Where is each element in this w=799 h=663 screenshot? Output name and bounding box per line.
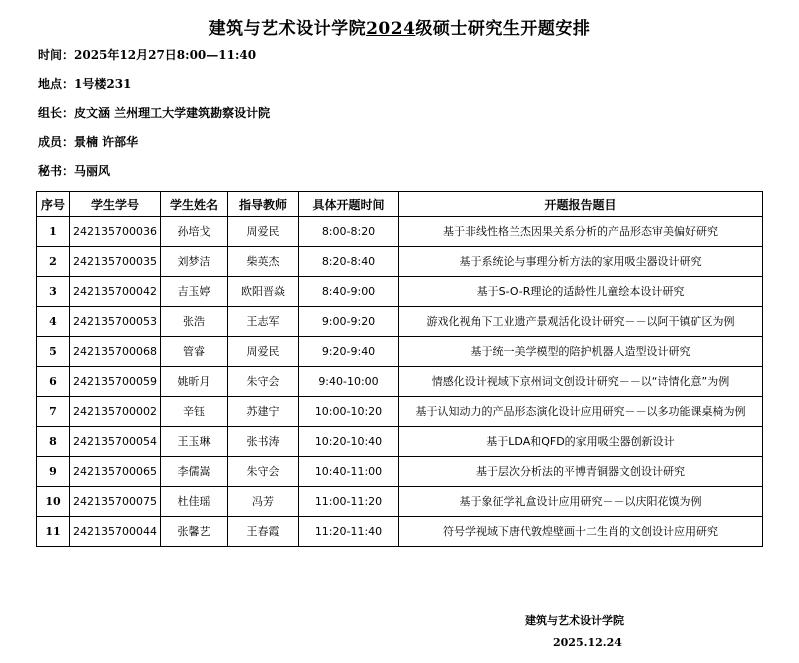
cell-time: 8:00-8:20 <box>299 217 399 247</box>
cell-student-id: 242135700059 <box>70 367 161 397</box>
header-topic: 开题报告题目 <box>399 192 763 217</box>
cell-student-name: 辛钰 <box>161 397 228 427</box>
page-title <box>0 14 799 39</box>
cell-student-id: 242135700053 <box>70 307 161 337</box>
cell-advisor: 张书涛 <box>228 427 299 457</box>
cell-seq: 5 <box>37 337 70 367</box>
title-year: 2024 <box>366 19 416 39</box>
cell-student-name: 王玉琳 <box>161 427 228 457</box>
cell-seq: 1 <box>37 217 70 247</box>
cell-topic: 基于S-O-R理论的适龄性儿童绘本设计研究 <box>399 277 763 307</box>
cell-seq: 7 <box>37 397 70 427</box>
cell-student-id: 242135700054 <box>70 427 161 457</box>
cell-seq: 11 <box>37 517 70 547</box>
info-members: 成员：景楠 许部华 <box>38 135 139 149</box>
cell-time: 9:00-9:20 <box>299 307 399 337</box>
table-row <box>37 487 763 517</box>
cell-time: 9:20-9:40 <box>299 337 399 367</box>
header-time: 具体开题时间 <box>299 192 399 217</box>
cell-student-id: 242135700002 <box>70 397 161 427</box>
cell-student-name: 管睿 <box>161 337 228 367</box>
table-row <box>37 427 763 457</box>
cell-student-name: 孙培戈 <box>161 217 228 247</box>
cell-student-id: 242135700068 <box>70 337 161 367</box>
cell-student-name: 杜佳瑶 <box>161 487 228 517</box>
title-prefix: 建筑与艺术设计学院 <box>208 19 367 39</box>
cell-student-name: 张浩 <box>161 307 228 337</box>
header-student-id: 学生学号 <box>70 192 161 217</box>
info-leader: 组长：皮文涵 兰州理工大学建筑勘察设计院 <box>38 106 271 120</box>
cell-time: 11:00-11:20 <box>299 487 399 517</box>
header-seq: 序号 <box>37 192 70 217</box>
cell-advisor: 冯芳 <box>228 487 299 517</box>
cell-time: 11:20-11:40 <box>299 517 399 547</box>
table-row <box>37 397 763 427</box>
cell-time: 8:20-8:40 <box>299 247 399 277</box>
cell-advisor: 周爱民 <box>228 217 299 247</box>
cell-topic: 基于层次分析法的平博青铜器文创设计研究 <box>399 457 763 487</box>
cell-time: 9:40-10:00 <box>299 367 399 397</box>
cell-topic: 基于象征学礼盒设计应用研究－－以庆阳花馍为例 <box>399 487 763 517</box>
cell-topic: 基于非线性格兰杰因果关系分析的产品形态审美偏好研究 <box>399 217 763 247</box>
info-secretary: 秘书：马丽风 <box>38 164 111 178</box>
cell-student-id: 242135700075 <box>70 487 161 517</box>
table-row <box>37 517 763 547</box>
cell-topic: 符号学视域下唐代敦煌壁画十二生肖的文创设计应用研究 <box>399 517 763 547</box>
cell-topic: 基于系统论与事理分析方法的家用吸尘器设计研究 <box>399 247 763 277</box>
cell-student-id: 242135700035 <box>70 247 161 277</box>
cell-advisor: 苏建宁 <box>228 397 299 427</box>
cell-seq: 9 <box>37 457 70 487</box>
table-row <box>37 337 763 367</box>
cell-topic: 基于LDA和QFD的家用吸尘器创新设计 <box>399 427 763 457</box>
cell-advisor: 王志军 <box>228 307 299 337</box>
cell-student-name: 李儒嵩 <box>161 457 228 487</box>
cell-topic: 基于统一美学模型的陪护机器人造型设计研究 <box>399 337 763 367</box>
cell-seq: 4 <box>37 307 70 337</box>
cell-student-id: 242135700042 <box>70 277 161 307</box>
cell-topic: 基于认知动力的产品形态演化设计应用研究－－以多功能课桌椅为例 <box>399 397 763 427</box>
table-row <box>37 457 763 487</box>
table-row <box>37 307 763 337</box>
cell-time: 10:20-10:40 <box>299 427 399 457</box>
title-suffix: 级硕士研究生开题安排 <box>415 19 591 39</box>
table-row <box>37 367 763 397</box>
footer-org: 建筑与艺术设计学院 <box>525 614 624 627</box>
cell-student-id: 242135700044 <box>70 517 161 547</box>
cell-seq: 10 <box>37 487 70 517</box>
table-row <box>37 277 763 307</box>
table-row <box>37 247 763 277</box>
cell-student-name: 张馨艺 <box>161 517 228 547</box>
cell-advisor: 欧阳晋焱 <box>228 277 299 307</box>
header-student-name: 学生姓名 <box>161 192 228 217</box>
table-row <box>37 217 763 247</box>
footer-date: 2025.12.24 <box>553 636 622 649</box>
schedule-table <box>36 191 763 547</box>
info-location: 地点：1号楼231 <box>38 77 132 91</box>
cell-seq: 3 <box>37 277 70 307</box>
cell-time: 8:40-9:00 <box>299 277 399 307</box>
info-time: 时间：2025年12月27日8:00—11:40 <box>38 48 257 62</box>
cell-topic: 情感化设计视域下京州词文创设计研究－－以“诗情化意”为例 <box>399 367 763 397</box>
cell-student-id: 242135700036 <box>70 217 161 247</box>
cell-seq: 6 <box>37 367 70 397</box>
table-header-row <box>37 192 763 217</box>
cell-student-name: 吉玉婷 <box>161 277 228 307</box>
cell-student-id: 242135700065 <box>70 457 161 487</box>
cell-student-name: 刘梦洁 <box>161 247 228 277</box>
cell-advisor: 王春霞 <box>228 517 299 547</box>
cell-time: 10:00-10:20 <box>299 397 399 427</box>
cell-seq: 2 <box>37 247 70 277</box>
cell-student-name: 姚昕月 <box>161 367 228 397</box>
header-advisor: 指导教师 <box>228 192 299 217</box>
cell-seq: 8 <box>37 427 70 457</box>
cell-advisor: 柴英杰 <box>228 247 299 277</box>
cell-topic: 游戏化视角下工业遗产景观活化设计研究－－以阿干镇矿区为例 <box>399 307 763 337</box>
cell-advisor: 周爱民 <box>228 337 299 367</box>
cell-advisor: 朱守会 <box>228 367 299 397</box>
cell-advisor: 朱守会 <box>228 457 299 487</box>
cell-time: 10:40-11:00 <box>299 457 399 487</box>
